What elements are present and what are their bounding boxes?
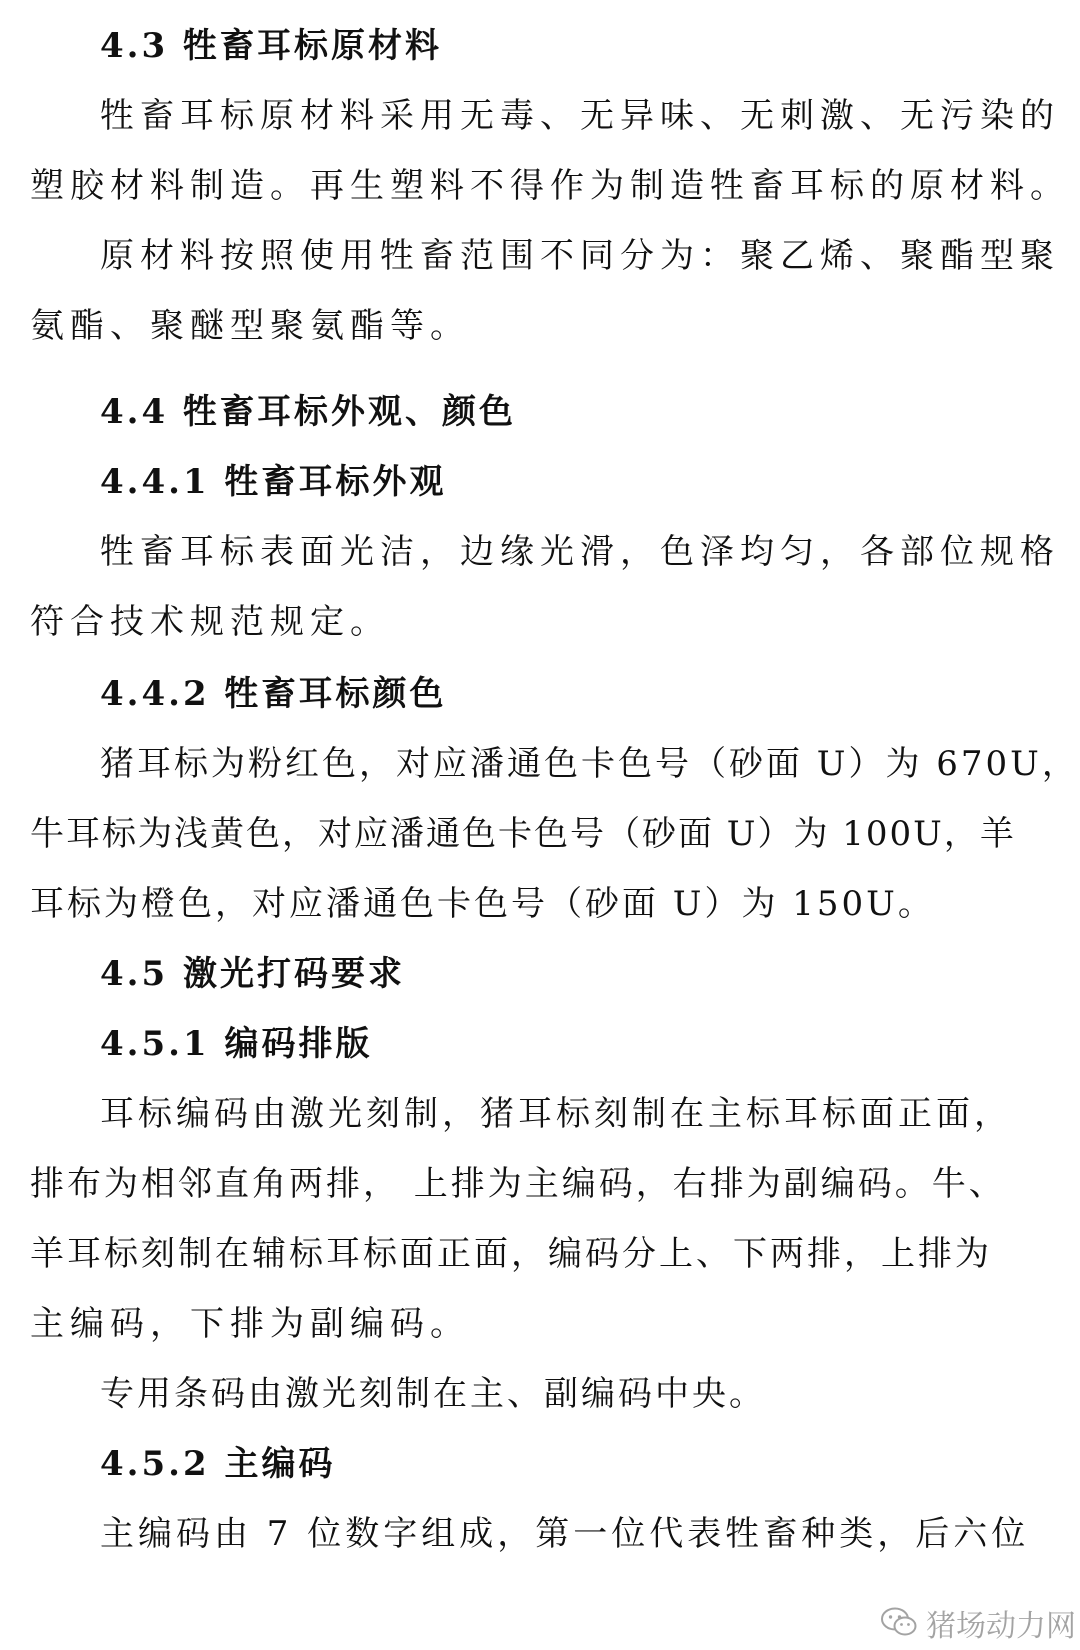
paragraph-line: 牲畜耳标原材料采用无毒、无异味、无刺激、无污染的 <box>100 96 1060 136</box>
wechat-icon <box>880 1606 918 1647</box>
section-heading-4-5-2: 4.5.2 主编码 <box>100 1444 336 1484</box>
paragraph-line: 耳标为橙色，对应潘通色卡色号（砂面 U）为 150U。 <box>30 884 935 924</box>
section-heading-4-4-1: 4.4.1 牲畜耳标外观 <box>100 462 447 502</box>
section-heading-4-5: 4.5 激光打码要求 <box>100 954 405 994</box>
paragraph-line: 主编码由 7 位数字组成，第一位代表牲畜种类，后六位 <box>100 1514 1030 1554</box>
paragraph-line: 塑胶材料制造。再生塑料不得作为制造牲畜耳标的原材料。 <box>30 166 1070 206</box>
paragraph-line: 牛耳标为浅黄色，对应潘通色卡色号（砂面 U）为 100U，羊 <box>30 814 1016 854</box>
paragraph-line: 猪耳标为粉红色，对应潘通色卡色号（砂面 U）为 670U， <box>100 744 1079 784</box>
paragraph-line: 羊耳标刻制在辅标耳标面正面，编码分上、下两排，上排为 <box>30 1234 992 1274</box>
watermark <box>880 1606 1076 1647</box>
paragraph-line: 氨酯、聚醚型聚氨酯等。 <box>30 306 470 346</box>
section-heading-4-4-2: 4.4.2 牲畜耳标颜色 <box>100 674 447 714</box>
paragraph-line: 专用条码由激光刻制在主、副编码中央。 <box>100 1374 766 1414</box>
paragraph-line: 耳标编码由激光刻制，猪耳标刻制在主标耳标面正面， <box>100 1094 1012 1134</box>
watermark-text: 猪场动力网 <box>926 1608 1076 1644</box>
paragraph-line: 牲畜耳标表面光洁，边缘光滑，色泽均匀，各部位规格 <box>100 532 1060 572</box>
paragraph-line: 排布为相邻直角两排， 上排为主编码，右排为副编码。牛、 <box>30 1164 1006 1204</box>
section-heading-4-3: 4.3 牲畜耳标原材料 <box>100 26 442 66</box>
paragraph-line: 符合技术规范规定。 <box>30 602 390 642</box>
section-heading-4-5-1: 4.5.1 编码排版 <box>100 1024 373 1064</box>
paragraph-line: 原材料按照使用牲畜范围不同分为：聚乙烯、聚酯型聚 <box>100 236 1060 276</box>
paragraph-line: 主编码，下排为副编码。 <box>30 1304 470 1344</box>
section-heading-4-4: 4.4 牲畜耳标外观、颜色 <box>100 392 516 432</box>
